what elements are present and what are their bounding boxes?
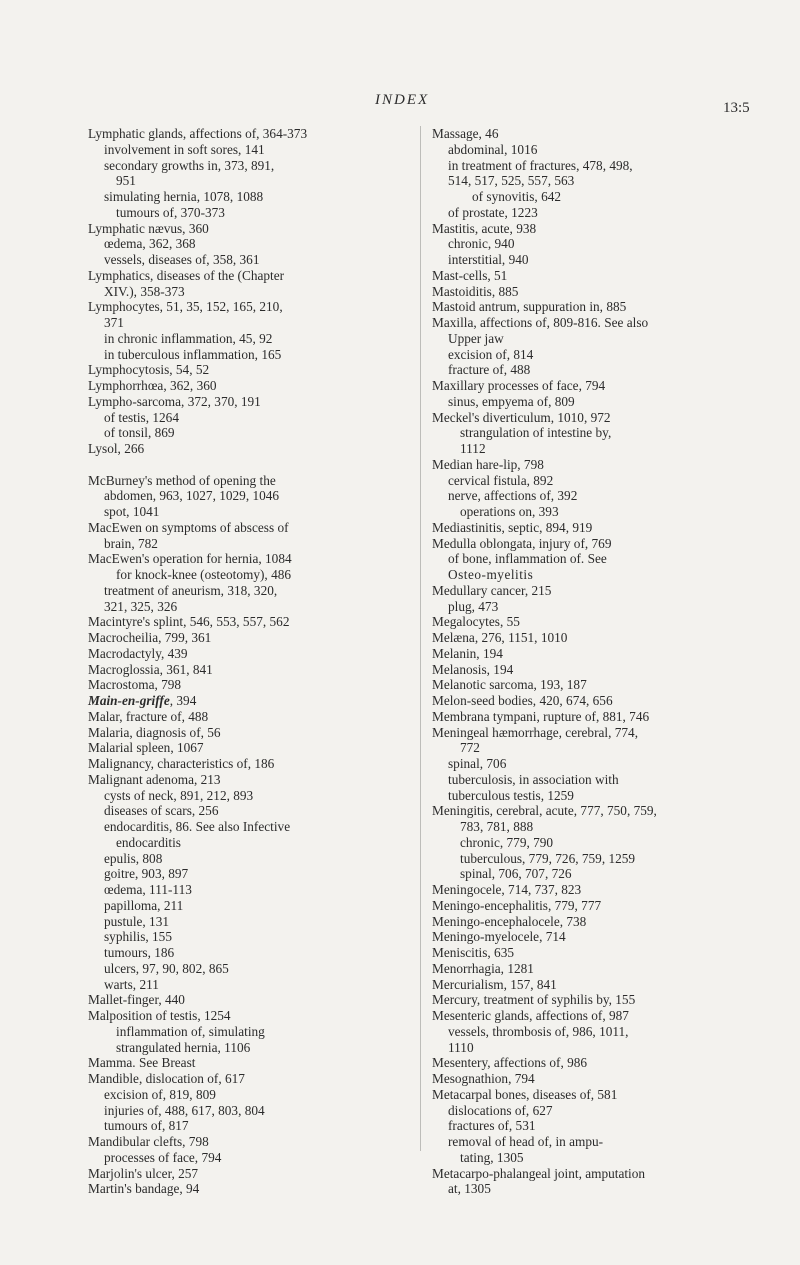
index-subentry: brain, 782 (104, 535, 158, 551)
index-subentry: 321, 325, 326 (104, 598, 178, 614)
index-subentry: œdema, 111-113 (104, 882, 192, 897)
index-entry: Meningo-encephalitis, 779, 777 (432, 897, 602, 913)
index-entry: Mallet-finger, 440 (88, 992, 185, 1008)
index-subentry: cervical fistula, 892 (448, 472, 554, 488)
index-entry: Menorrhagia, 1281 (432, 960, 534, 976)
index-subentry: inflammation of, simulating (116, 1023, 265, 1039)
index-subentry: Upper jaw (448, 330, 504, 346)
index-entry: MacEwen on symptoms of abscess of (88, 519, 289, 535)
index-entry: Melanin, 194 (432, 645, 503, 661)
index-entry: Mamma. See Breast (88, 1055, 196, 1071)
index-subentry: for knock-knee (osteotomy), 486 (116, 567, 292, 582)
index-entry: Melæna, 276, 1151, 1010 (432, 630, 568, 645)
index-entry: Melanotic sarcoma, 193, 187 (432, 677, 587, 693)
index-entry: Medulla oblongata, injury of, 769 (432, 535, 612, 551)
index-subentry: endocarditis, 86. See also Infective (104, 819, 291, 834)
index-subentry: of synovitis, 642 (472, 189, 562, 204)
column-divider (420, 126, 421, 1151)
index-subentry: spot, 1041 (104, 504, 160, 519)
index-entry: Meningo-encephalocele, 738 (432, 913, 587, 929)
index-subentry: sinus, empyema of, 809 (448, 393, 575, 409)
index-subentry: of prostate, 1223 (448, 204, 538, 220)
index-subentry: 1112 (460, 441, 486, 456)
index-entry: Melon-seed bodies, 420, 674, 656 (432, 693, 613, 708)
index-subentry: strangulation of intestine by, (460, 425, 612, 441)
index-subentry: abdomen, 963, 1027, 1029, 1046 (104, 488, 280, 504)
index-entry: Macrodactyly, 439 (88, 645, 188, 661)
index-entry: Malaria, diagnosis of, 56 (88, 724, 221, 740)
index-entry: Maxillary processes of face, 794 (432, 378, 606, 393)
index-subentry: fracture of, 488 (448, 362, 531, 378)
index-entry: Mastoid antrum, suppuration in, 885 (432, 299, 627, 315)
index-subentry: plug, 473 (448, 598, 499, 614)
index-entry: Main-en-griffe, 394 (88, 693, 197, 708)
index-subentry: tumours, 186 (104, 945, 175, 960)
index-entry: MacEwen's operation for hernia, 1084 (88, 551, 292, 567)
index-subentry: 772 (460, 740, 480, 756)
index-subentry: cysts of neck, 891, 212, 893 (104, 787, 254, 803)
index-entry: Lymphatic glands, affections of, 364-373 (88, 126, 308, 141)
index-entry: Lysol, 266 (88, 441, 145, 456)
index-subentry: dislocations of, 627 (448, 1102, 553, 1118)
index-entry: Lymphocytes, 51, 35, 152, 165, 210, (88, 299, 283, 315)
index-subentry: of bone, inflammation of. See (448, 551, 607, 567)
index-entry: Metacarpo-phalangeal joint, amputation (432, 1165, 646, 1181)
index-subentry: in treatment of fractures, 478, 498, (448, 157, 633, 173)
index-entry: Macrocheilia, 799, 361 (88, 630, 212, 645)
index-subentry: of tonsil, 869 (104, 425, 175, 441)
index-subentry: secondary growths in, 373, 891, (104, 157, 275, 173)
index-entry: Lymphorrhœa, 362, 360 (88, 378, 217, 393)
index-subentry: XIV.), 358-373 (104, 283, 185, 299)
index-subentry: operations on, 393 (460, 504, 559, 519)
page-number: 13:5 (723, 100, 750, 116)
index-subentry: excision of, 819, 809 (104, 1086, 216, 1102)
index-entry: Medullary cancer, 215 (432, 582, 552, 598)
index-subentry: œdema, 362, 368 (104, 236, 196, 252)
index-subentry: vessels, diseases of, 358, 361 (104, 252, 260, 267)
index-entry: Marjolin's ulcer, 257 (88, 1165, 199, 1181)
index-entry: Lymphatic nævus, 360 (88, 220, 209, 236)
index-subentry: 514, 517, 525, 557, 563 (448, 173, 575, 189)
page-header (0, 92, 800, 116)
index-entry: Lymphocytosis, 54, 52 (88, 362, 210, 378)
index-entry (88, 457, 418, 473)
index-entry: Malposition of testis, 1254 (88, 1008, 231, 1023)
index-subentry: strangulated hernia, 1106 (116, 1039, 251, 1055)
index-subentry: abdominal, 1016 (448, 141, 538, 157)
index-subentry: in tuberculous inflammation, 165 (104, 346, 282, 362)
index-entry: Metacarpal bones, diseases of, 581 (432, 1086, 618, 1102)
index-entry: Mediastinitis, septic, 894, 919 (432, 519, 593, 535)
index-subentry: fractures of, 531 (448, 1118, 536, 1134)
index-subentry: vessels, thrombosis of, 986, 1011, (448, 1023, 629, 1039)
index-subentry: involvement in soft sores, 141 (104, 141, 265, 157)
index-entry: Median hare-lip, 798 (432, 456, 544, 472)
index-subentry: syphilis, 155 (104, 929, 172, 945)
index-subentry: tuberculous, 779, 726, 759, 1259 (460, 850, 636, 866)
index-subentry: papilloma, 211 (104, 897, 184, 913)
index-subentry: at, 1305 (448, 1181, 491, 1197)
index-entry: Mercury, treatment of syphilis by, 155 (432, 992, 636, 1008)
index-entry: Mercurialism, 157, 841 (432, 976, 557, 992)
index-entry: Macrostoma, 798 (88, 677, 182, 693)
index-subentry: treatment of aneurism, 318, 320, (104, 582, 278, 598)
index-subentry: 783, 781, 888 (460, 819, 534, 834)
index-entry: Lymphatics, diseases of the (Chapter (88, 267, 285, 283)
index-subentry: spinal, 706, 707, 726 (460, 866, 572, 882)
index-entry: Malarial spleen, 1067 (88, 740, 204, 756)
index-subentry: tating, 1305 (460, 1149, 524, 1165)
index-entry: Macintyre's splint, 546, 553, 557, 562 (88, 614, 290, 630)
index-entry: Megalocytes, 55 (432, 614, 520, 630)
index-subentry: warts, 211 (104, 976, 159, 992)
index-column-left (88, 126, 418, 1197)
index-entry: Mesentery, affections of, 986 (432, 1055, 588, 1071)
index-entry: Meniscitis, 635 (432, 945, 514, 960)
index-entry: Mandibular clefts, 798 (88, 1134, 209, 1149)
index-entry: Membrana tympani, rupture of, 881, 746 (432, 708, 650, 724)
index-column-right (432, 126, 762, 1197)
index-entry: Malignancy, characteristics of, 186 (88, 756, 275, 771)
index-subentry: nerve, affections of, 392 (448, 488, 578, 504)
index-entry: Mandible, dislocation of, 617 (88, 1071, 245, 1086)
index-entry: McBurney's method of opening the (88, 472, 276, 488)
index-entry: Meckel's diverticulum, 1010, 972 (432, 409, 611, 425)
index-subentry: excision of, 814 (448, 346, 534, 362)
index-entry: Mastitis, acute, 938 (432, 220, 537, 236)
index-subentry: tumours of, 370-373 (116, 204, 225, 220)
index-entry: Mast-cells, 51 (432, 267, 508, 283)
index-subentry: epulis, 808 (104, 850, 163, 866)
index-subentry: 951 (116, 173, 136, 189)
index-subentry: diseases of scars, 256 (104, 803, 219, 819)
index-entry: Lympho-sarcoma, 372, 370, 191 (88, 393, 261, 409)
index-subentry: chronic, 779, 790 (460, 834, 554, 850)
index-entry: Mesognathion, 794 (432, 1071, 535, 1086)
index-subentry: 371 (104, 315, 124, 330)
index-subentry: ulcers, 97, 90, 802, 865 (104, 960, 229, 976)
index-entry: Meningocele, 714, 737, 823 (432, 882, 582, 897)
index-entry: Meningo-myelocele, 714 (432, 929, 566, 945)
index-entry: Meningeal hæmorrhage, cerebral, 774, (432, 724, 639, 740)
index-subentry: removal of head of, in ampu- (448, 1134, 604, 1149)
index-entry: Melanosis, 194 (432, 661, 514, 677)
index-entry: Mesenteric glands, affections of, 987 (432, 1008, 629, 1023)
index-subentry: tuberculous testis, 1259 (448, 787, 574, 803)
index-subentry: injuries of, 488, 617, 803, 804 (104, 1102, 265, 1118)
index-entry: Martin's bandage, 94 (88, 1181, 200, 1197)
index-entry: Meningitis, cerebral, acute, 777, 750, 759, (432, 803, 657, 819)
index-subentry: of testis, 1264 (104, 409, 179, 425)
index-entry: Maxilla, affections of, 809-816. See also (432, 315, 649, 330)
index-entry: Macroglossia, 361, 841 (88, 661, 213, 677)
index-entry: Malignant adenoma, 213 (88, 771, 221, 787)
index-subentry: tumours of, 817 (104, 1118, 189, 1134)
index-subentry: pustule, 131 (104, 913, 170, 929)
index-entry: Mastoiditis, 885 (432, 283, 519, 299)
index-subentry: in chronic inflammation, 45, 92 (104, 330, 273, 346)
index-subentry: interstitial, 940 (448, 252, 529, 267)
index-entry: Malar, fracture of, 488 (88, 708, 209, 724)
running-head: INDEX (375, 92, 430, 108)
index-subentry: 1110 (448, 1039, 474, 1055)
index-subentry: simulating hernia, 1078, 1088 (104, 189, 264, 204)
index-subentry: chronic, 940 (448, 236, 515, 252)
index-subentry: Osteo-myelitis (448, 567, 534, 582)
index-subentry: tuberculosis, in association with (448, 771, 619, 787)
index-subentry: goitre, 903, 897 (104, 866, 189, 882)
index-subentry: endocarditis (116, 834, 181, 850)
index-columns (88, 126, 788, 1256)
index-subentry: spinal, 706 (448, 756, 507, 771)
index-subentry: processes of face, 794 (104, 1149, 222, 1165)
index-entry: Massage, 46 (432, 126, 499, 141)
